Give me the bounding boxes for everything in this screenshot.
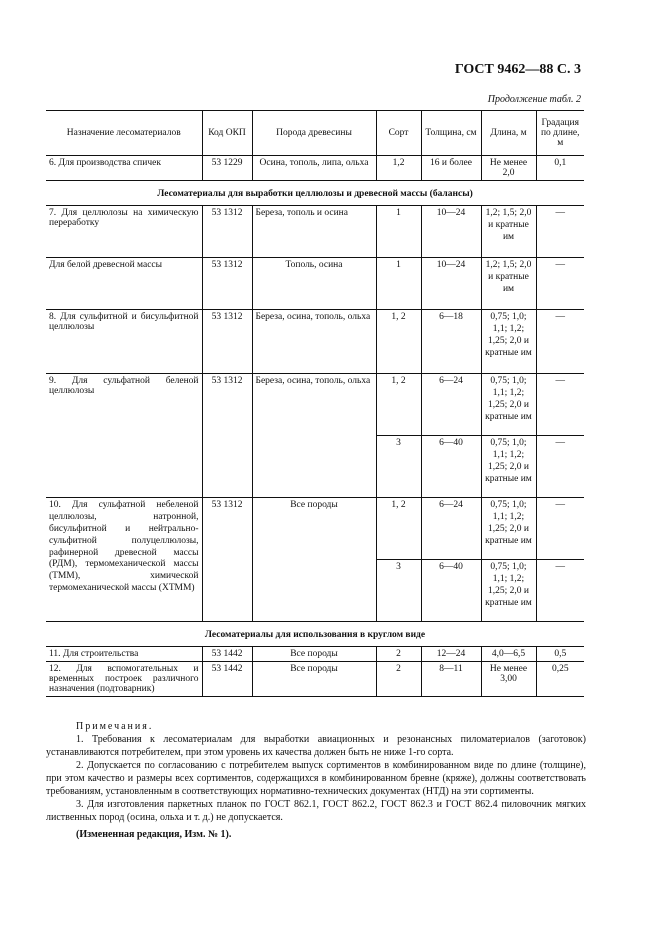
cell-gradation: 0,25 <box>536 662 584 697</box>
cell-thickness: 6—40 <box>421 436 481 498</box>
table-row <box>46 310 584 374</box>
cell-thickness: 16 и более <box>421 156 481 181</box>
lumber-table <box>46 110 584 697</box>
cell-grade: 1, 2 <box>376 310 421 374</box>
cell-gradation: — <box>536 498 584 560</box>
col-header-grade: Сорт <box>376 111 421 156</box>
cell-thickness: 6—18 <box>421 310 481 374</box>
cell-okp: 53 1442 <box>202 662 252 697</box>
amendment-note: (Измененная редакция, Изм. № 1). <box>76 829 232 840</box>
cell-gradation: — <box>536 560 584 622</box>
cell-okp: 53 1312 <box>202 374 252 498</box>
cell-okp: 53 1312 <box>202 258 252 310</box>
note-item: 2. Допускается по согласованию с потребителем выпуск сортиментов в комбинированном виде по длине (толщине), при этом качество и размеры всех сортиментов, содержащихся в комбинированном бревне (кряже), должны соответствовать требованиям, установленным в соответствующих нормативно-технических документах (НТД) на эти сортименты. <box>46 760 586 797</box>
cell-grade: 2 <box>376 647 421 662</box>
table-row <box>46 647 584 662</box>
note-item: 3. Для изготовления паркетных планок по ГОСТ 862.1, ГОСТ 862.2, ГОСТ 862.3 и ГОСТ 862.4 пиловочник мягких лиственных пород (осина, ольха и т. д.) не допускается. <box>46 799 586 823</box>
cell-length: 0,75; 1,0; 1,1; 1,2; 1,25; 2,0 и кратные им <box>481 436 536 498</box>
cell-purpose: 6. Для производства спичек <box>49 158 161 168</box>
cell-grade: 1, 2 <box>376 498 421 560</box>
section-title-round: Лесоматериалы для использования в круглом виде <box>204 630 426 640</box>
col-header-purpose: Назначение лесоматериалов <box>66 128 181 138</box>
cell-length: 4,0—6,5 <box>481 647 536 662</box>
cell-grade: 1, 2 <box>376 374 421 436</box>
cell-okp: 53 1442 <box>202 647 252 662</box>
cell-species: Осина, тополь, липа, ольха <box>252 156 376 181</box>
cell-species: Береза, тополь и осина <box>252 206 376 258</box>
cell-purpose: 12. Для вспомогательных и временных построек различного назначения (подтоварник) <box>49 664 199 694</box>
cell-okp: 53 1229 <box>202 156 252 181</box>
table-row <box>46 258 584 310</box>
cell-length: 0,75; 1,0; 1,1; 1,2; 1,25; 2,0 и кратные им <box>481 498 536 560</box>
cell-gradation: 0,1 <box>536 156 584 181</box>
cell-gradation: — <box>536 310 584 374</box>
cell-length: 0,75; 1,0; 1,1; 1,2; 1,25; 2,0 и кратные им <box>481 310 536 374</box>
note-item: 1. Требования к лесоматериалам для выработки авиационных и резонансных пиломатериалов (заготовок) устанавливаются потребителем, при этом уровень их качества должен быть не ниже 1-го сорта. <box>46 734 586 758</box>
cell-species: Береза, осина, тополь, ольха <box>252 310 376 374</box>
cell-grade: 2 <box>376 662 421 697</box>
cell-length: 1,2; 1,5; 2,0 и кратные им <box>481 258 536 310</box>
cell-thickness: 8—11 <box>421 662 481 697</box>
cell-length: Не менее 2,0 <box>481 156 536 181</box>
cell-grade: 1 <box>376 258 421 310</box>
cell-grade: 1,2 <box>376 156 421 181</box>
table-continuation-label: Продолжение табл. 2 <box>487 94 581 105</box>
cell-purpose: 8. Для сульфитной и бисульфитной целлюлозы <box>49 312 199 332</box>
cell-thickness: 6—40 <box>421 560 481 622</box>
cell-length: 0,75; 1,0; 1,1; 1,2; 1,25; 2,0 и кратные им <box>481 560 536 622</box>
cell-thickness: 12—24 <box>421 647 481 662</box>
cell-thickness: 6—24 <box>421 498 481 560</box>
notes-title: Примечания. <box>76 721 154 732</box>
cell-species: Все породы <box>252 498 376 622</box>
cell-okp: 53 1312 <box>202 310 252 374</box>
cell-grade: 1 <box>376 206 421 258</box>
cell-length: 1,2; 1,5; 2,0 и кратные им <box>481 206 536 258</box>
table-row <box>46 662 584 697</box>
cell-thickness: 10—24 <box>421 258 481 310</box>
cell-species: Тополь, осина <box>252 258 376 310</box>
notes-section <box>46 720 586 841</box>
table-header-row <box>46 111 584 156</box>
table-row <box>46 374 584 436</box>
table-container <box>46 110 584 697</box>
cell-gradation: — <box>536 206 584 258</box>
cell-gradation: — <box>536 436 584 498</box>
cell-okp: 53 1312 <box>202 206 252 258</box>
cell-species: Все породы <box>252 662 376 697</box>
table-row <box>46 206 584 258</box>
cell-purpose: 7. Для целлюлозы на химическую переработку <box>49 208 199 228</box>
cell-grade: 3 <box>376 436 421 498</box>
col-header-thickness: Толщина, см <box>421 111 481 156</box>
page-header: ГОСТ 9462—88 С. 3 <box>454 62 581 77</box>
table-row <box>46 156 584 181</box>
cell-length: Не менее 3,00 <box>481 662 536 697</box>
cell-purpose: 11. Для строительства <box>49 649 139 659</box>
cell-thickness: 6—24 <box>421 374 481 436</box>
col-header-gradation: Градация по длине, м <box>536 111 584 156</box>
col-header-okp: Код ОКП <box>202 111 252 156</box>
cell-length: 0,75; 1,0; 1,1; 1,2; 1,25; 2,0 и кратные им <box>481 374 536 436</box>
section-row <box>46 181 584 206</box>
cell-purpose: 10. Для сульфатной небеленой целлюлозы, натронной, бисульфитной и нейтрально-сульфитной полуцеллюлозы, рафинерной древесной массы (РДМ), термомеханической массы (ТММ), химической термомеханической массы (ХТММ) <box>46 498 202 622</box>
section-title-pulp: Лесоматериалы для выработки целлюлозы и древесной массы (балансы) <box>157 189 473 199</box>
cell-okp: 53 1312 <box>202 498 252 622</box>
section-row <box>46 622 584 647</box>
cell-gradation: — <box>536 258 584 310</box>
cell-species: Береза, осина, тополь, ольха <box>252 374 376 498</box>
cell-grade: 3 <box>376 560 421 622</box>
cell-purpose: Для белой древесной массы <box>49 260 163 270</box>
col-header-species: Порода древесины <box>252 111 376 156</box>
cell-species: Все породы <box>252 647 376 662</box>
cell-gradation: 0,5 <box>536 647 584 662</box>
cell-gradation: — <box>536 374 584 436</box>
cell-thickness: 10—24 <box>421 206 481 258</box>
table-row <box>46 498 584 560</box>
col-header-length: Длина, м <box>481 111 536 156</box>
cell-purpose: 9. Для сульфатной беленой целлюлозы <box>46 374 202 498</box>
